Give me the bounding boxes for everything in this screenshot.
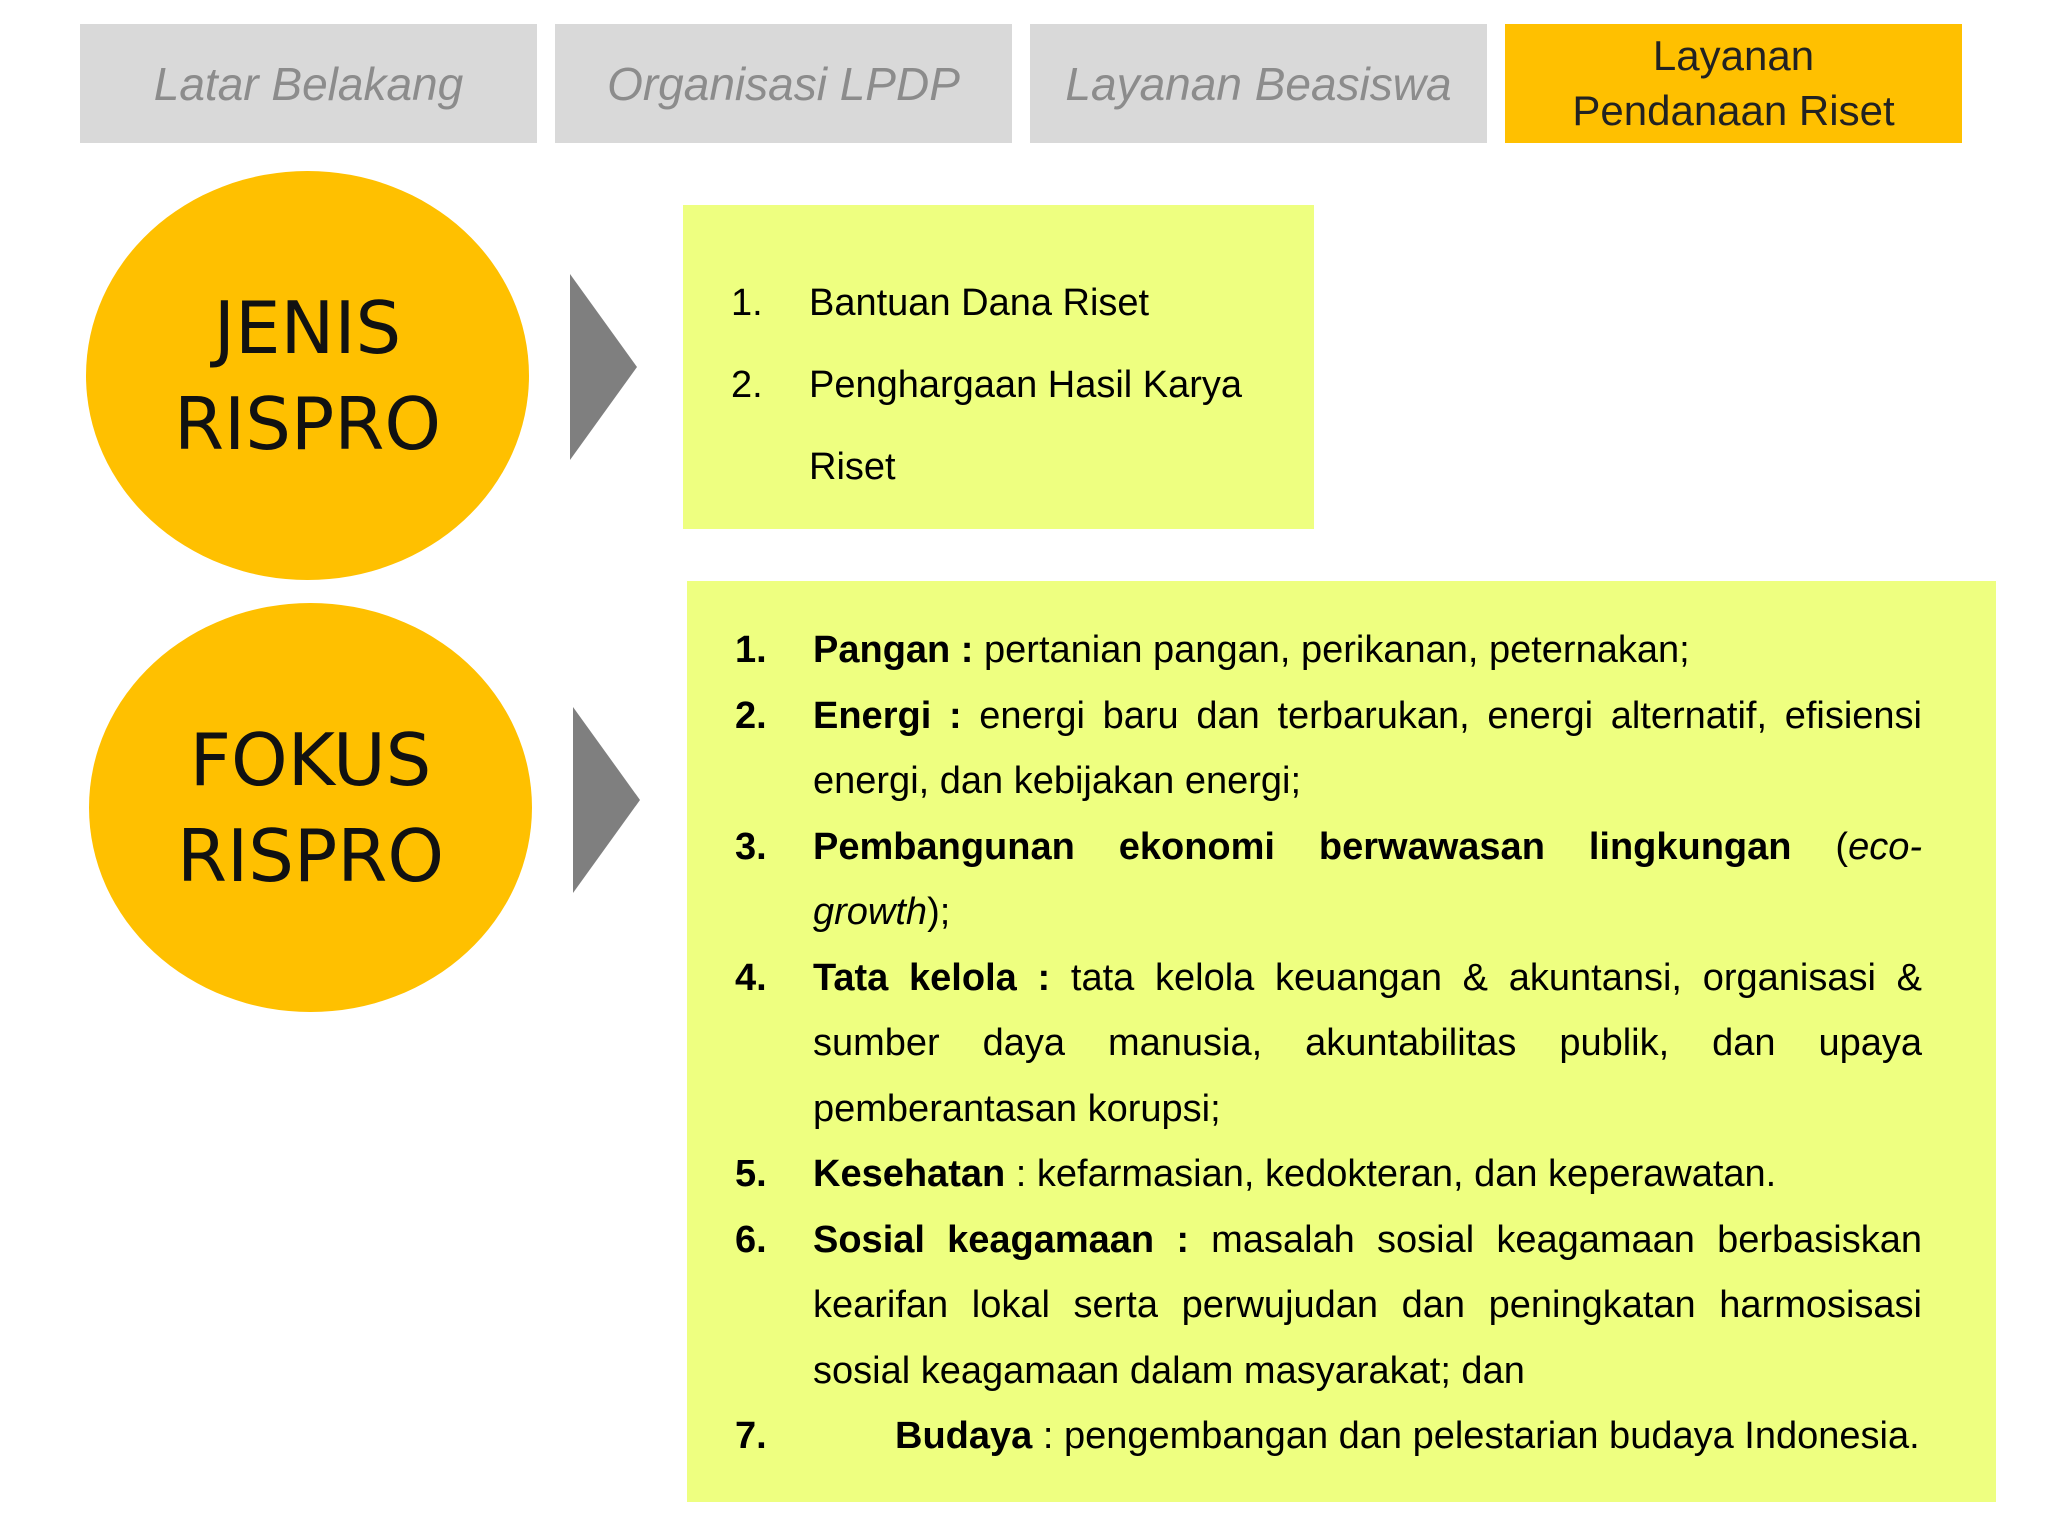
list-item — [687, 1404, 1922, 1470]
list-item-number: 6. — [735, 1218, 767, 1261]
list-item-number: 7. — [735, 1415, 767, 1457]
list-item-text-line2: Riset — [809, 446, 896, 488]
list-item — [687, 815, 1922, 946]
list-item — [687, 618, 1922, 684]
list-item — [683, 262, 1314, 344]
tab-label: Latar Belakang — [153, 57, 464, 110]
list-item-number: 5. — [735, 1153, 767, 1195]
fokus-rispro-heading — [177, 712, 444, 904]
list-item-text: Bantuan Dana Riset — [809, 282, 1150, 324]
tab-organisasi-lpdp[interactable] — [555, 24, 1012, 143]
list-item-key: Sosial keagamaan : — [813, 1218, 1189, 1261]
list-item-text-italic: eco-growth — [813, 825, 1922, 933]
fokus-heading-line2: RISPRO — [176, 813, 445, 898]
list-item-text: tata kelola keuangan & akuntansi, organisasi & sumber daya manusia, akuntabilitas publik, dan upaya pemberantasan korupsi; — [813, 956, 1922, 1130]
list-item-text: : kefarmasian, kedokteran, dan keperawatan. — [1005, 1153, 1777, 1195]
tab-label — [1572, 29, 1894, 138]
list-item-number: 1. — [735, 629, 767, 671]
list-item-text-pre: ( — [1791, 825, 1849, 868]
tab-layanan-beasiswa[interactable] — [1030, 24, 1487, 143]
list-item — [683, 344, 1314, 508]
tab-label-line2: Pendanaan Riset — [1572, 86, 1895, 134]
list-item-text: pertanian pangan, perikanan, peternakan; — [973, 629, 1690, 671]
jenis-rispro-heading — [174, 280, 441, 472]
list-item-number: 3. — [735, 825, 767, 868]
fokus-rispro-circle — [89, 603, 532, 1012]
list-item-key: Pangan : — [813, 629, 974, 671]
list-item-number: 4. — [735, 956, 767, 999]
list-item-key: Tata kelola : — [813, 956, 1051, 999]
list-item-key: Budaya — [895, 1415, 1033, 1457]
tab-layanan-pendanaan-riset[interactable] — [1505, 24, 1962, 143]
jenis-rispro-circle — [86, 171, 529, 580]
chevron-right-arrow-icon — [573, 707, 640, 893]
jenis-heading-line2: RISPRO — [173, 381, 442, 466]
tab-latar-belakang[interactable] — [80, 24, 537, 143]
list-item — [687, 1208, 1922, 1405]
list-item-number: 1. — [731, 282, 763, 324]
list-item-key: Energi : — [813, 694, 962, 737]
tab-label: Organisasi LPDP — [607, 57, 960, 110]
fokus-heading-line1: FOKUS — [189, 717, 432, 802]
jenis-rispro-list — [683, 262, 1314, 508]
list-item — [687, 684, 1922, 815]
list-item-number: 2. — [735, 694, 767, 737]
list-item-text: masalah sosial keagamaan berbasiskan kearifan lokal serta perwujudan dan peningkatan harmosisasi sosial keagamaan dalam masyarakat; dan — [813, 1218, 1922, 1392]
jenis-heading-line1: JENIS — [213, 285, 402, 370]
tab-label: Layanan Beasiswa — [1065, 57, 1452, 110]
list-item-number: 2. — [731, 364, 763, 406]
list-item-text: energi baru dan terbarukan, energi alternatif, efisiensi energi, dan kebijakan energi; — [813, 694, 1922, 802]
chevron-right-arrow-icon — [570, 274, 637, 460]
list-item-text-line1: Penghargaan Hasil Karya — [809, 364, 1243, 406]
list-item — [687, 1142, 1922, 1208]
fokus-rispro-list — [687, 618, 1922, 1470]
list-item-text-post: ); — [927, 891, 951, 933]
list-item-key: Pembangunan ekonomi berwawasan lingkungan — [813, 825, 1792, 868]
list-item — [687, 946, 1922, 1143]
list-item-text: : pengembangan dan pelestarian budaya Indonesia. — [1032, 1415, 1920, 1457]
list-item-key: Kesehatan — [813, 1153, 1006, 1195]
tab-label-line1: Layanan — [1652, 31, 1815, 79]
